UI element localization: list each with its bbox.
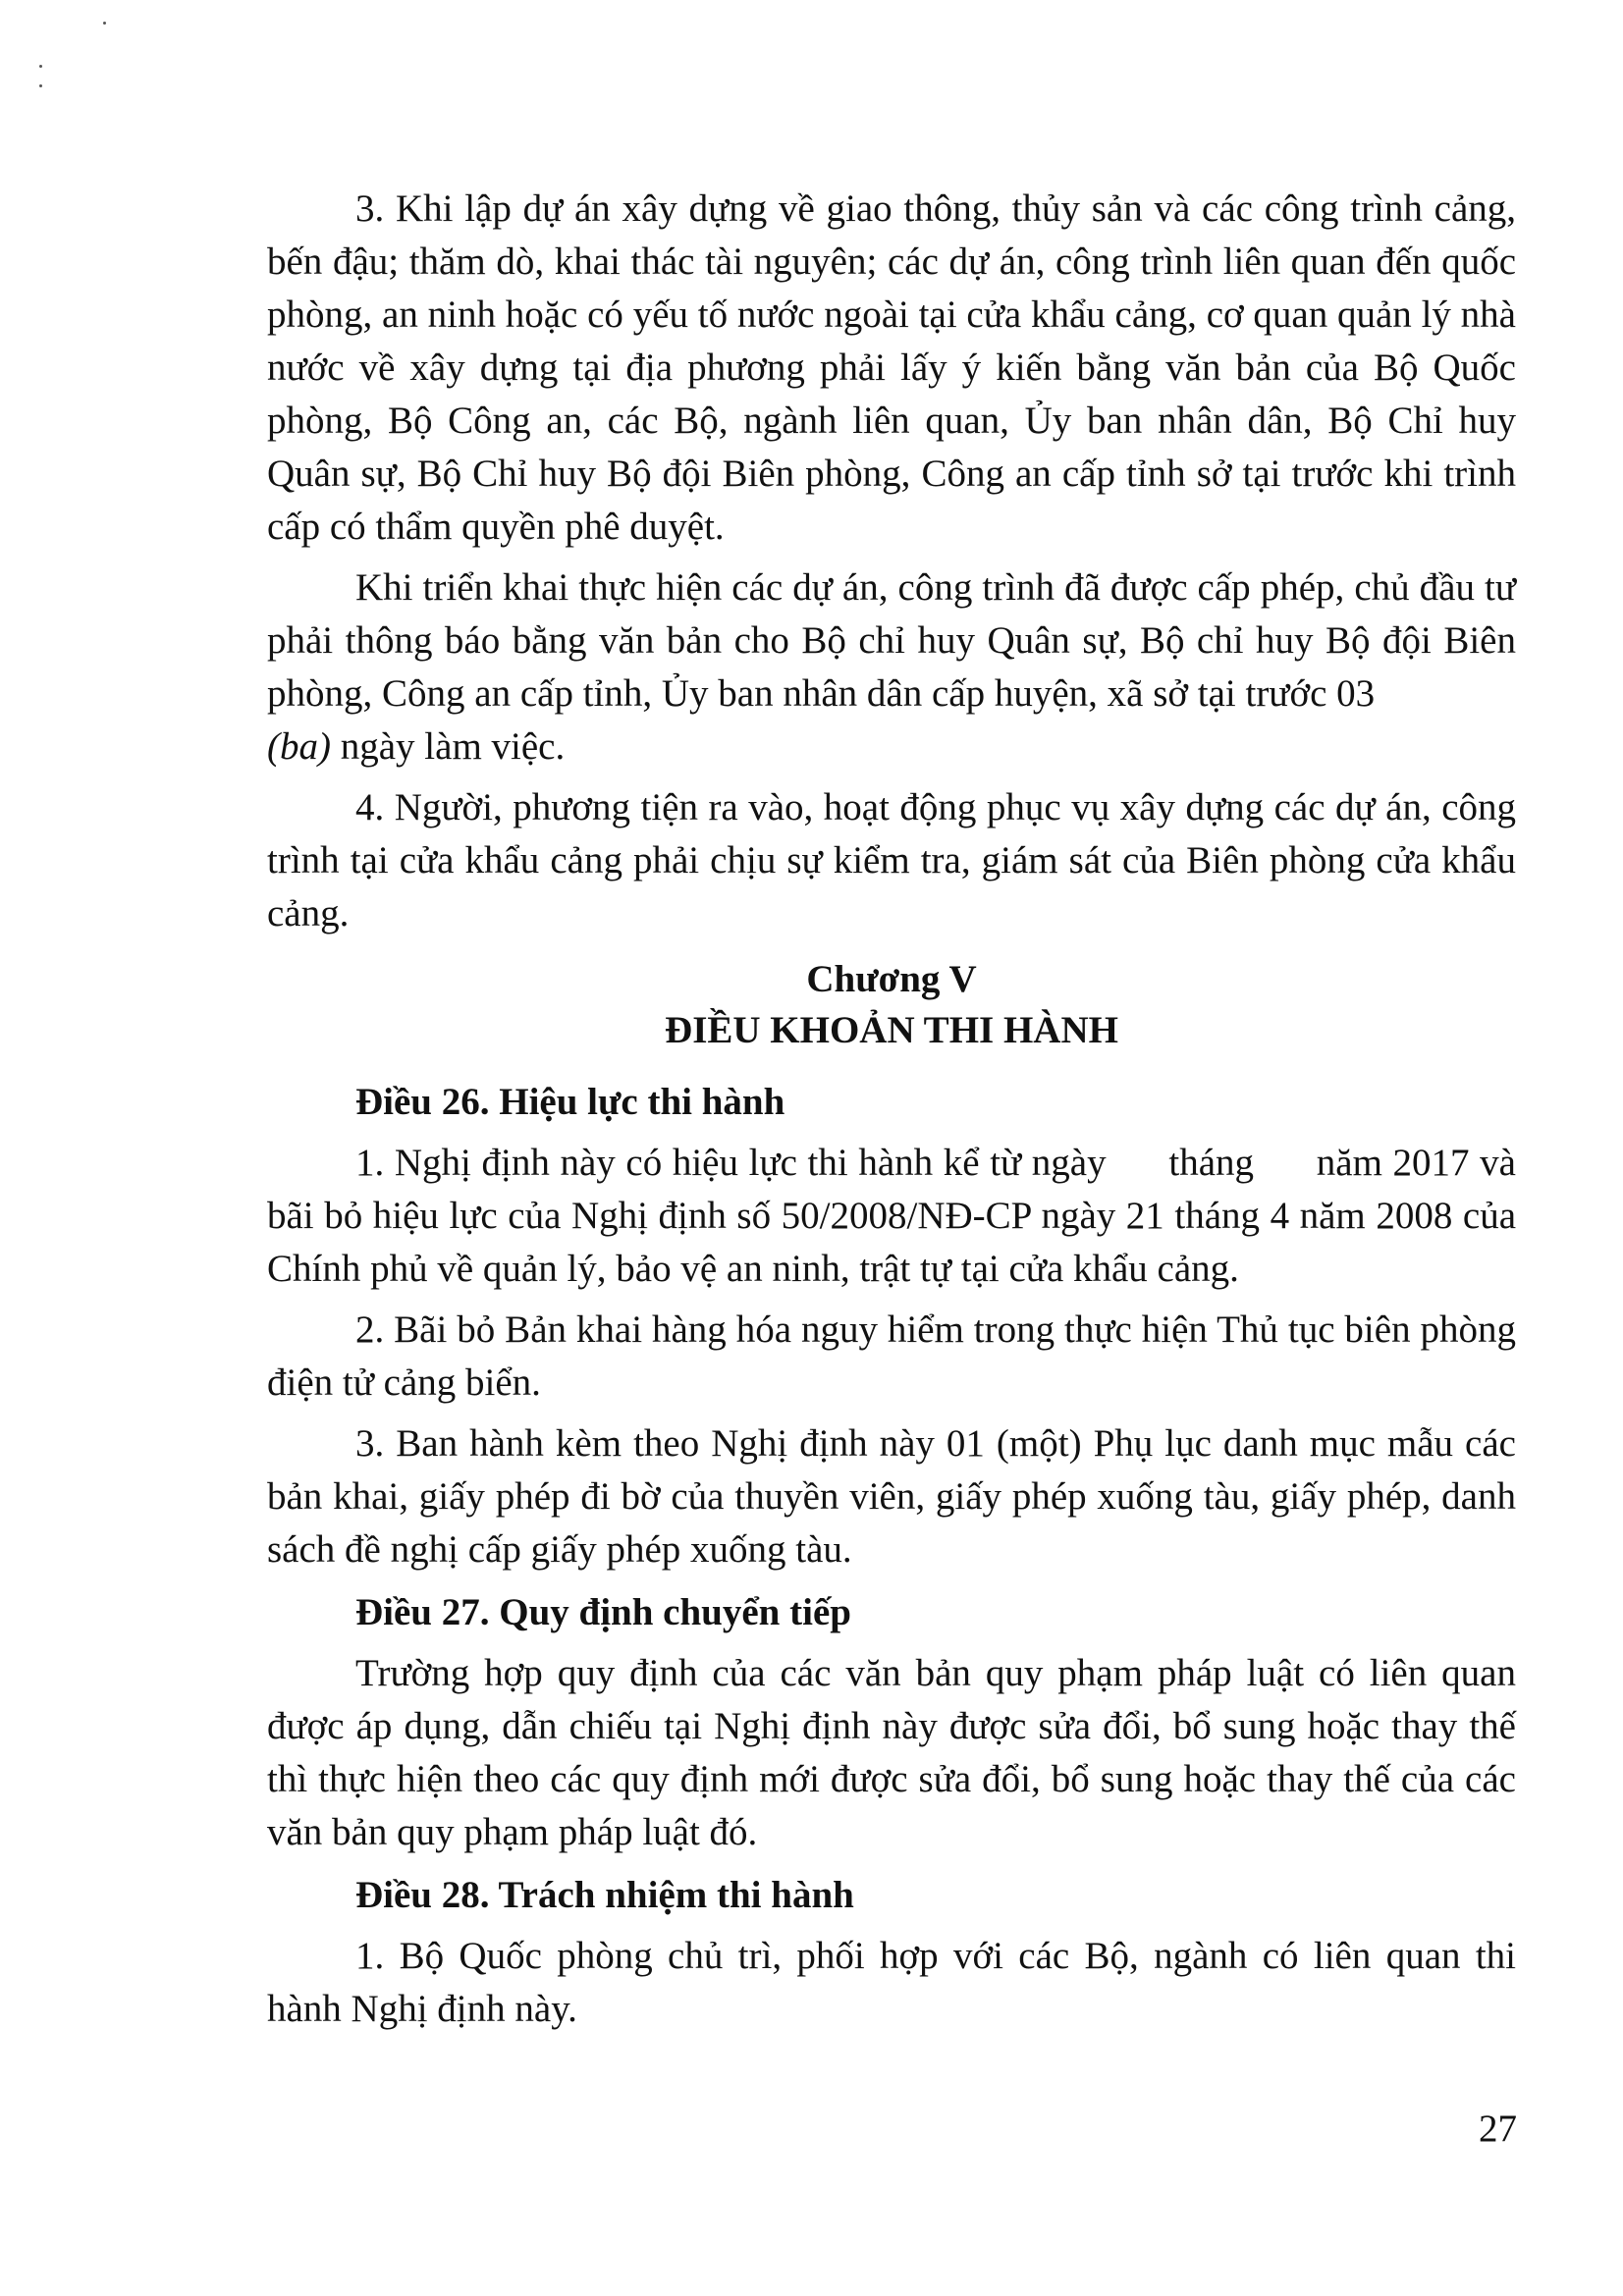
paragraph-clause-4: 4. Người, phương tiện ra vào, hoạt động phục vụ xây dựng các dự án, công trình tại cửa khẩu cảng phải chịu sự kiểm tra, giám sát của Biên phòng cửa khẩu cảng. [267, 786, 1516, 934]
document-page [267, 183, 1526, 2044]
page-number: 27 [1479, 2108, 1517, 2150]
paragraph-clause-3: 3. Khi lập dự án xây dựng về giao thông, thủy sản và các công trình cảng, bến đậu; thăm dò, khai thác tài nguyên; các dự án, công trình liên quan đến quốc phòng, an ninh hoặc có yếu tố nước ngoài tại cửa khẩu cảng, cơ quan quản lý nhà nước về xây dựng tại địa phương phải lấy ý kiến bằng văn bản của Bộ Quốc phòng, Bộ Công an, các Bộ, ngành liên quan, Ủy ban nhân dân, Bộ Chỉ huy Quân sự, Bộ Chỉ huy Bộ đội Biên phòng, Công an cấp tỉnh sở tại trước khi trình cấp có thẩm quyền phê duyệt. [267, 187, 1516, 548]
article-26-clause-1: 1. Nghị định này có hiệu lực thi hành kể từ ngày tháng năm 2017 và bãi bỏ hiệu lực của Nghị định số 50/2008/NĐ-CP ngày 21 tháng 4 năm 2008 của Chính phủ về quản lý, bảo vệ an ninh, trật tự tại cửa khẩu cảng. [267, 1142, 1526, 1290]
article-26-clause-3: 3. Ban hành kèm theo Nghị định này 01 (một) Phụ lục danh mục mẫu các bản khai, giấy phép đi bờ của thuyền viên, giấy phép xuống tàu, giấy phép, danh sách đề nghị cấp giấy phép xuống tàu. [267, 1422, 1516, 1571]
notice-text: Khi triển khai thực hiện các dự án, công trình đã được cấp phép, chủ đầu tư phải thông báo bằng văn bản cho Bộ chỉ huy Quân sự, Bộ chỉ huy Bộ đội Biên phòng, Công an cấp tỉnh, Ủy ban nhân dân cấp huyện, xã sở tại trước 03 [267, 566, 1516, 715]
article-26-heading: Điều 26. Hiệu lực thi hành [355, 1081, 785, 1123]
italic-ba: (ba) [267, 725, 331, 768]
article-27-text: Trường hợp quy định của các văn bản quy phạm pháp luật có liên quan được áp dụng, dẫn chiếu tại Nghị định này được sửa đổi, bổ sung hoặc thay thế thì thực hiện theo các quy định mới được sửa đổi, bổ sung hoặc thay thế của các văn bản quy phạm pháp luật đó. [267, 1652, 1516, 1853]
chapter-title: ĐIỀU KHOẢN THI HÀNH [665, 1009, 1118, 1051]
article-27-heading: Điều 27. Quy định chuyển tiếp [355, 1591, 851, 1633]
article-26-clause-2: 2. Bãi bỏ Bản khai hàng hóa nguy hiểm trong thực hiện Thủ tục biên phòng điện tử cảng biển. [267, 1308, 1516, 1404]
paragraph-implementation-notice [267, 561, 1516, 774]
chapter-number: Chương V [806, 958, 977, 1000]
scan-speck [103, 22, 106, 25]
scan-speck [39, 84, 42, 87]
scan-speck [39, 65, 42, 68]
chapter-heading [267, 954, 1516, 1056]
article-28-clause-1: 1. Bộ Quốc phòng chủ trì, phối hợp với các Bộ, ngành có liên quan thi hành Nghị định này. [267, 1935, 1516, 2030]
article-28-heading: Điều 28. Trách nhiệm thi hành [355, 1874, 854, 1916]
notice-text-end: ngày làm việc. [340, 725, 566, 768]
